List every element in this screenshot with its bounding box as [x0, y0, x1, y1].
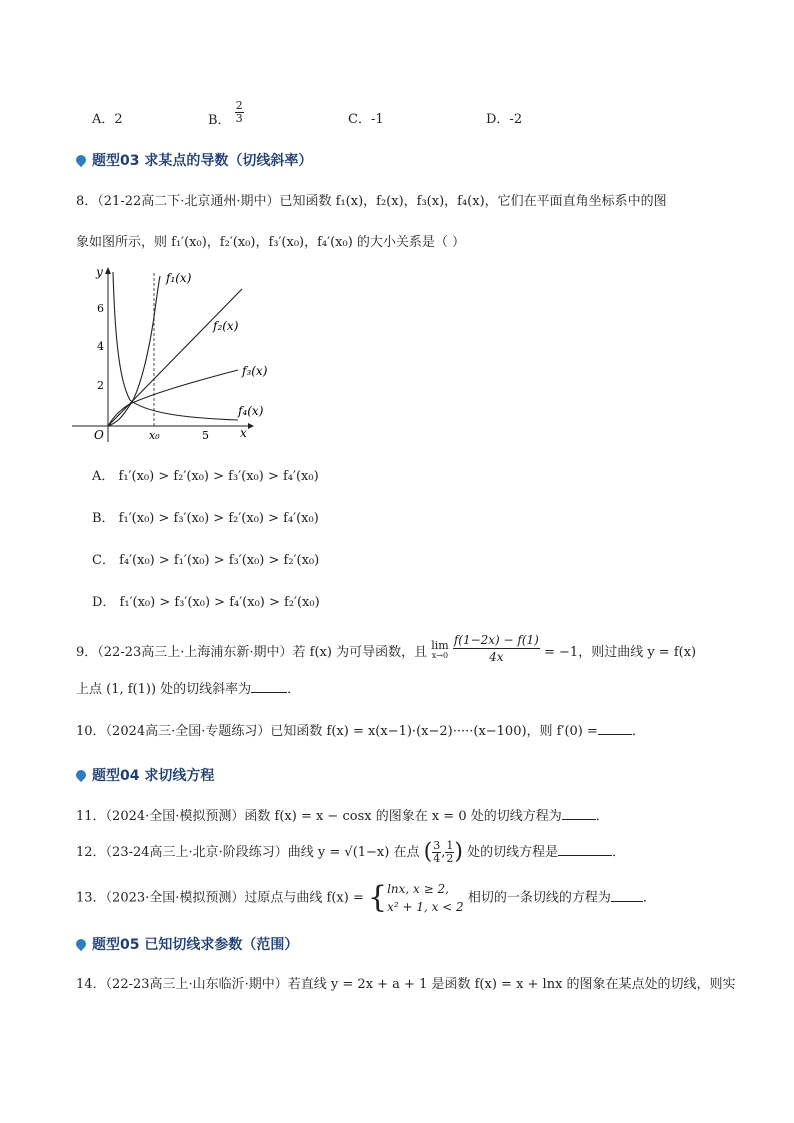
q7-option-c: C．-1 [348, 112, 384, 127]
q10-answer-blank[interactable] [598, 722, 632, 735]
q8-text-line1: 8．（21-22高二下·北京通州·期中）已知函数 f₁(x)，f₂(x)，f₃(x)，f₄(x)，它们在平面直角坐标系中的图 [76, 194, 667, 209]
q12-den1: 4 [433, 852, 441, 865]
label-f2: f₂(x) [213, 319, 239, 333]
q10-line: 10．（2024高三·全国·专题练习）已知函数 f(x) = x(x−1)·(x−2)·····(x−100)，则 f′(0) = ． [76, 724, 645, 739]
q10-text: 10．（2024高三·全国·专题练习）已知函数 f(x) = x(x−1)·(x−2)·····(x−100)，则 f′(0) = [76, 724, 598, 739]
q12-suffix: 处的切线方程是 [467, 845, 559, 860]
q11-line: 11．（2024·全国·模拟预测）函数 f(x) = x − cosx 的图象在 x = 0 处的切线方程为 ． [76, 809, 609, 824]
q12-prefix: 12．（23-24高三上·北京·阶段练习）曲线 y = √(1−x) 在点 [76, 845, 420, 860]
q9-prefix: 9．（22-23高三上·上海浦东新·期中）若 f(x) 为可导函数，且 [76, 645, 428, 660]
q7-option-b-fraction [235, 100, 244, 125]
q13-case2: x² + 1, x < 2 [387, 900, 464, 914]
section-title-04: 题型04 求切线方程 [92, 768, 215, 784]
label-f3: f₃(x) [242, 364, 268, 378]
q13-answer-blank[interactable] [611, 889, 643, 902]
q7-b-denominator: 3 [235, 112, 243, 125]
location-pin-icon [74, 153, 88, 167]
q13-case1: lnx, x ≥ 2, [387, 882, 449, 896]
section-heading-04 [76, 765, 214, 785]
q9-suffix: = −1，则过曲线 y = f(x) [544, 645, 697, 660]
q9-numerator: f(1−2x) − f(1) [453, 633, 539, 647]
y-tick-4: 4 [97, 340, 104, 353]
q8-function-graph [70, 262, 268, 447]
location-pin-icon [74, 937, 88, 951]
q13-line: 13．（2023·全国·模拟预测）过原点与曲线 f(x) = { lnx, x ≥ 2, x² + 1, x < 2 相切的一条切线的方程为 ． [76, 880, 656, 915]
curve-f4 [113, 272, 238, 420]
q9-line2: 上点 (1, f(1)) 处的切线斜率为 ． [76, 682, 301, 697]
q12-num1: 3 [433, 839, 441, 852]
q7-option-b [208, 99, 244, 128]
q12-line: 12．（23-24高三上·北京·阶段练习）曲线 y = √(1−x) 在点 ( $\frac{3}{4}$ , $\frac{1}{2}$ ) 处的切线方程是 ． [76, 839, 626, 865]
q13-prefix: 13．（2023·全国·模拟预测）过原点与曲线 f(x) = [76, 890, 364, 906]
origin-label: O [94, 428, 104, 442]
curve-f1 [108, 276, 160, 426]
q9-denominator: 4x [489, 650, 504, 664]
q8-option-b: B． f₁′(x₀) > f₃′(x₀) > f₂′(x₀) > f₄′(x₀) [92, 511, 319, 526]
q14-line: 14．（22-23高三上·山东临沂·期中）若直线 y = 2x + a + 1 是函数 f(x) = x + lnx 的图象在某点处的切线，则实 [76, 977, 736, 992]
q9-line1 [76, 633, 697, 669]
x-tick-5: 5 [202, 429, 209, 442]
q13-suffix: 相切的一条切线的方程为 [467, 890, 611, 906]
q8-option-d: D． f₁′(x₀) > f₃′(x₀) > f₄′(x₀) > f₂′(x₀) [92, 595, 320, 610]
curve-f3 [108, 370, 238, 426]
q8-option-c: C． f₄′(x₀) > f₁′(x₀) > f₃′(x₀) > f₂′(x₀) [92, 553, 320, 568]
q11-answer-blank[interactable] [562, 807, 596, 820]
q12-frac1 [432, 840, 441, 865]
q12-den2: 2 [446, 852, 454, 865]
label-f1: f₁(x) [166, 271, 192, 285]
x-axis-label: x [240, 426, 247, 440]
q9-lim-word: lim [431, 638, 449, 652]
q11-text: 11．（2024·全国·模拟预测）函数 f(x) = x − cosx 的图象在 x = 0 处的切线方程为 [76, 809, 562, 824]
x0-label: x₀ [149, 429, 160, 442]
q9-answer-blank[interactable] [251, 680, 287, 693]
q7-option-b-label: B． [208, 113, 231, 128]
q7-option-a: A．2 [92, 112, 123, 127]
q9-line2-text: 上点 (1, f(1)) 处的切线斜率为 [76, 682, 252, 697]
q7-b-numerator: 2 [235, 99, 243, 112]
x-axis-arrow-icon [248, 423, 254, 429]
q8-text-line2: 象如图所示，则 f₁′(x₀)，f₂′(x₀)，f₃′(x₀)，f₄′(x₀) 的大小关系是（ ） [76, 235, 466, 250]
q9-limit [431, 638, 449, 661]
q9-fraction [453, 632, 540, 665]
q12-frac2 [445, 840, 454, 865]
section-title-03: 题型03 求某点的导数（切线斜率） [92, 153, 313, 169]
y-axis-label: y [96, 265, 103, 279]
label-f4: f₄(x) [238, 404, 264, 418]
q9-lim-sub: x→0 [431, 650, 449, 660]
y-tick-6: 6 [97, 302, 104, 315]
section-title-05: 题型05 已知切线求参数（范围） [92, 937, 299, 953]
location-pin-icon [74, 768, 88, 782]
section-heading-05 [76, 934, 298, 954]
q12-num2: 1 [446, 839, 454, 852]
q13-piecewise [387, 880, 464, 916]
q8-option-a: A． f₁′(x₀) > f₂′(x₀) > f₃′(x₀) > f₄′(x₀) [92, 469, 319, 484]
y-axis-arrow-icon [105, 267, 111, 274]
section-heading-03 [76, 150, 312, 170]
y-tick-2: 2 [97, 379, 104, 392]
q12-answer-blank[interactable] [558, 843, 612, 856]
q7-option-d: D．-2 [486, 112, 523, 127]
